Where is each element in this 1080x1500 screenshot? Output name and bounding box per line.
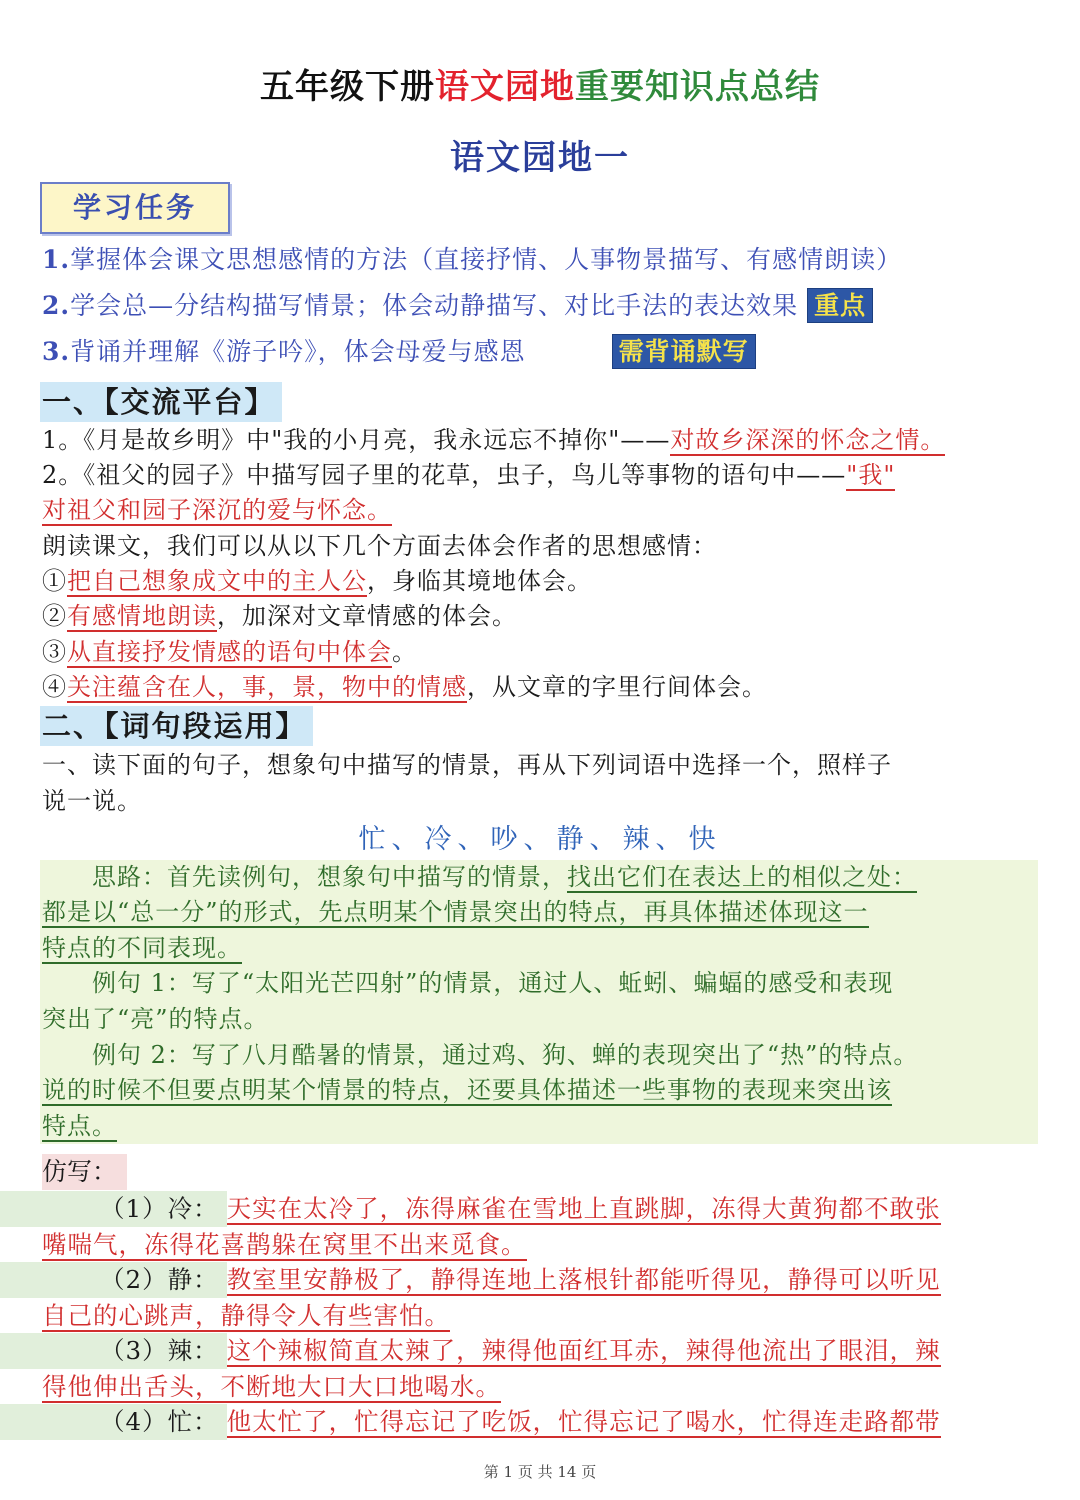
item-num: ④ [42, 673, 67, 701]
method-item [42, 635, 1040, 670]
plain-text: 2。《祖父的园子》中描写园子里的花草，虫子，鸟儿等事物的语句中—— [42, 461, 847, 489]
title-part-2: 语文园地 [435, 67, 575, 107]
page-footer: 第 1 页 共 14 页 [483, 1463, 597, 1481]
imitation-line [42, 1404, 941, 1440]
page-title [0, 42, 1080, 132]
task-num: 3. [42, 337, 71, 366]
underlined-text: 特点的不同表现。 [42, 934, 242, 962]
answer-text: 把自己想象成文中的主人公 [67, 567, 367, 595]
imitation-item-label: （3）辣： [0, 1333, 227, 1369]
task-text: 背诵并理解《游子吟》，体会母爱与感恩 [70, 337, 526, 366]
answer-text: 这个辣椒简直太辣了，辣得他面红耳赤，辣得他流出了眼泪，辣 [226, 1336, 941, 1365]
method-item [42, 564, 1040, 599]
question-line: 说一说。 [42, 787, 142, 815]
plain-text: ，加深对文章情感的体会。 [217, 602, 517, 630]
hint-line [42, 1109, 1038, 1145]
answer-text: 从直接抒发情感的语句中体会 [67, 638, 392, 666]
task-text: 学会总—分结构描写情景；体会动静描写、对比手法的表达效果 [70, 291, 799, 320]
underlined-text: 特点。 [42, 1112, 117, 1140]
plain-text: 。 [392, 638, 417, 666]
recite-tag: 需背诵默写 [612, 334, 756, 369]
plain-text: 思路：首先读例句，想象句中描写的情景， [42, 863, 567, 891]
underlined-text: 都是以“总一分”的形式，先点明某个情景突出的特点，再具体描述体现这一 [42, 898, 869, 926]
imitation-line [42, 1298, 450, 1334]
answer-text: 对祖父和园子深沉的爱与怀念。 [42, 496, 392, 524]
section-heading-2: 二、【词句段运用】 [40, 706, 313, 746]
hint-line [42, 895, 1038, 931]
item-num: ② [42, 602, 67, 630]
key-point-tag: 重点 [807, 288, 873, 323]
task-item [42, 332, 756, 372]
item-num: ③ [42, 638, 67, 666]
title-part-3: 重要知识点总结 [575, 67, 820, 107]
task-text: 掌握体会课文思想感情的方法（直接抒情、人事物景描写、有感情朗读） [70, 245, 903, 274]
task-heading: 学习任务 [40, 182, 230, 234]
method-item [42, 599, 1040, 634]
imitation-line [42, 1369, 501, 1405]
task-num: 2. [42, 291, 71, 320]
task-item [42, 286, 873, 326]
item-num: ① [42, 567, 67, 595]
task-item [42, 240, 902, 280]
text-line [42, 423, 1040, 458]
plain-text: ，身临其境地体会。 [367, 567, 592, 595]
imitation-item-label: （4）忙： [0, 1404, 227, 1440]
answer-text: "我" [846, 461, 896, 489]
hint-line: 突出了“亮”的特点。 [42, 1005, 269, 1033]
imitation-line [42, 1333, 941, 1369]
task-num: 1. [42, 245, 71, 274]
answer-text: 对故乡深深的怀念之情。 [670, 426, 946, 454]
plain-text: ，从文章的字里行间体会。 [467, 673, 767, 701]
imitation-line [42, 1227, 527, 1263]
title-part-1: 五年级下册 [260, 67, 435, 107]
hint-line [42, 931, 1038, 967]
answer-text: 嘴喘气，冻得花喜鹊躲在窝里不出来觅食。 [42, 1230, 527, 1259]
answer-text: 他太忙了，忙得忘记了吃饭，忙得忘记了喝水，忙得连走路都带 [226, 1407, 941, 1436]
subtitle: 语文园地一 [450, 138, 630, 178]
imitation-label: 仿写： [42, 1154, 127, 1190]
hint-line [42, 860, 1038, 896]
imitation-item-label: （2）静： [0, 1262, 227, 1298]
answer-text: 教室里安静极了，静得连地上落根针都能听得见，静得可以听见 [226, 1265, 941, 1294]
section-heading-1: 一、【交流平台】 [40, 382, 282, 422]
text-line [42, 493, 1040, 528]
answer-text: 天实在太冷了，冻得麻雀在雪地上直跳脚，冻得大黄狗都不敢张 [226, 1194, 941, 1223]
imitation-line [42, 1262, 941, 1298]
hint-line: 例句 1：写了“太阳光芒四射”的情景，通过人、蚯蚓、蝙蝠的感受和表现 [42, 969, 894, 997]
underlined-text: 找出它们在表达上的相似之处： [567, 863, 917, 891]
question-line: 一、读下面的句子，想象句中描写的情景，再从下列词语中选择一个，照样子 [42, 751, 892, 779]
hint-line: 例句 2：写了八月酷暑的情景，通过鸡、狗、蝉的表现突出了“热”的特点。 [42, 1041, 919, 1069]
imitation-line [42, 1191, 941, 1227]
underlined-text: 说的时候不但要点明某个情景的特点，还要具体描述一些事物的表现来突出该 [42, 1076, 892, 1104]
answer-text: 关注蕴含在人，事，景，物中的情感 [67, 673, 467, 701]
answer-text: 得他伸出舌头，不断地大口大口地喝水。 [42, 1372, 501, 1401]
imitation-item-label: （1）冷： [0, 1191, 227, 1227]
text-line [42, 458, 1040, 493]
text-line: 朗读课文，我们可以从以下几个方面去体会作者的思想感情： [42, 532, 717, 560]
answer-text: 自己的心跳声，静得令人有些害怕。 [42, 1301, 450, 1330]
method-item [42, 670, 1040, 705]
hint-line [42, 1073, 1038, 1109]
answer-text: 有感情地朗读 [67, 602, 217, 630]
word-choices: 忙、冷、吵、静、辣、快 [358, 824, 722, 855]
plain-text: 1。《月是故乡明》中"我的小月亮，我永远忘不掉你"—— [42, 426, 671, 454]
